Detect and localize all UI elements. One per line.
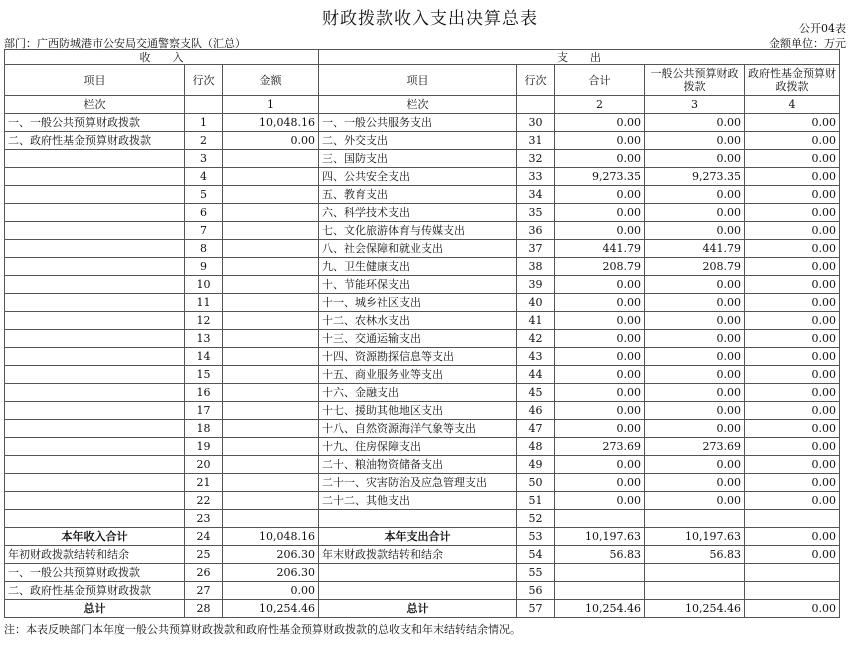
expense-line-cell: 30: [517, 114, 555, 132]
section-header-row: [5, 50, 840, 65]
expense-line-cell: 48: [517, 438, 555, 456]
income-line-cell: 17: [185, 402, 223, 420]
general-budget-cell: 9,273.35: [645, 168, 745, 186]
expense-total-cell: 0.00: [555, 186, 645, 204]
income-line-cell: 20: [185, 456, 223, 474]
expense-item-cell: 十六、金融支出: [319, 384, 517, 402]
expense-item-cell: 十七、援助其他地区支出: [319, 402, 517, 420]
footnote: 注：本表反映部门本年度一般公共预算财政拨款和政府性基金预算财政拨款的总收支和年末结转结余情况。: [4, 623, 521, 636]
table-row: [5, 474, 840, 492]
fund-budget-cell: 0.00: [745, 294, 840, 312]
income-item-cell: [5, 438, 185, 456]
expense-total-cell: 0.00: [555, 150, 645, 168]
expense-line-header: 行次: [517, 65, 555, 96]
table-row: [5, 420, 840, 438]
income-item-header: 项目: [5, 65, 185, 96]
income-item-cell: [5, 384, 185, 402]
table-row: [5, 240, 840, 258]
fund-budget-cell: 0.00: [745, 222, 840, 240]
expense-section-header: 支 出: [319, 50, 840, 65]
income-amount-cell: 10,048.16: [223, 528, 319, 546]
table-row: [5, 402, 840, 420]
income-line-cell: 21: [185, 474, 223, 492]
table-row: [5, 564, 840, 582]
general-budget-cell: 0.00: [645, 294, 745, 312]
expense-item-cell: 五、教育支出: [319, 186, 517, 204]
expense-line-cell: 38: [517, 258, 555, 276]
income-item-cell: [5, 294, 185, 312]
income-item-cell: [5, 420, 185, 438]
expense-line-cell: 45: [517, 384, 555, 402]
table-row: [5, 456, 840, 474]
income-item-cell: [5, 366, 185, 384]
expense-line-cell: 32: [517, 150, 555, 168]
income-amount-cell: [223, 258, 319, 276]
expense-line-cell: 47: [517, 420, 555, 438]
table-row: [5, 186, 840, 204]
expense-total-cell: 9,273.35: [555, 168, 645, 186]
fund-budget-cell: 0.00: [745, 528, 840, 546]
expense-index-4: 4: [745, 96, 840, 114]
expense-item-cell: 十、节能环保支出: [319, 276, 517, 294]
expense-line-cell: 43: [517, 348, 555, 366]
expense-item-cell: [319, 510, 517, 528]
general-budget-cell: 0.00: [645, 366, 745, 384]
general-budget-cell: 0.00: [645, 150, 745, 168]
income-line-cell: 16: [185, 384, 223, 402]
income-line-cell: 4: [185, 168, 223, 186]
income-index-label: 栏次: [5, 96, 185, 114]
general-budget-cell: 10,197.63: [645, 528, 745, 546]
expense-total-cell: 0.00: [555, 312, 645, 330]
expense-line-cell: 49: [517, 456, 555, 474]
table-row: [5, 294, 840, 312]
expense-item-cell: 总计: [319, 600, 517, 618]
general-budget-cell: 441.79: [645, 240, 745, 258]
fund-budget-cell: 0.00: [745, 258, 840, 276]
expense-total-cell: 208.79: [555, 258, 645, 276]
income-item-cell: 一、一般公共预算财政拨款: [5, 114, 185, 132]
general-budget-cell: 0.00: [645, 312, 745, 330]
income-line-cell: 18: [185, 420, 223, 438]
expense-total-cell: 0.00: [555, 474, 645, 492]
expense-total-cell: 0.00: [555, 114, 645, 132]
income-item-cell: [5, 204, 185, 222]
income-amount-cell: [223, 456, 319, 474]
income-line-cell: 22: [185, 492, 223, 510]
general-budget-cell: 0.00: [645, 330, 745, 348]
general-budget-cell: 0.00: [645, 348, 745, 366]
expense-item-cell: 八、社会保障和就业支出: [319, 240, 517, 258]
expense-item-cell: 二十、粮油物资储备支出: [319, 456, 517, 474]
expense-item-cell: [319, 564, 517, 582]
general-budget-cell: 10,254.46: [645, 600, 745, 618]
table-row: [5, 258, 840, 276]
income-item-cell: [5, 258, 185, 276]
income-amount-cell: [223, 240, 319, 258]
income-line-cell: 9: [185, 258, 223, 276]
income-item-cell: [5, 186, 185, 204]
general-budget-cell: 0.00: [645, 420, 745, 438]
table-row: [5, 366, 840, 384]
table-row: [5, 312, 840, 330]
income-item-cell: 二、政府性基金预算财政拨款: [5, 132, 185, 150]
fund-budget-cell: [745, 510, 840, 528]
expense-item-cell: 十九、住房保障支出: [319, 438, 517, 456]
expense-total-cell: 0.00: [555, 366, 645, 384]
expense-line-cell: 33: [517, 168, 555, 186]
income-amount-cell: 0.00: [223, 582, 319, 600]
income-amount-cell: [223, 222, 319, 240]
income-item-cell: [5, 240, 185, 258]
income-amount-cell: [223, 384, 319, 402]
general-budget-cell: [645, 510, 745, 528]
income-item-cell: 本年收入合计: [5, 528, 185, 546]
income-item-cell: [5, 492, 185, 510]
fund-budget-cell: 0.00: [745, 168, 840, 186]
income-amount-cell: [223, 492, 319, 510]
fund-budget-cell: 0.00: [745, 438, 840, 456]
income-line-header: 行次: [185, 65, 223, 96]
income-amount-cell: [223, 420, 319, 438]
expense-total-cell: 0.00: [555, 330, 645, 348]
expense-line-cell: 40: [517, 294, 555, 312]
income-item-cell: [5, 150, 185, 168]
income-item-cell: [5, 510, 185, 528]
fiscal-summary-table: [4, 49, 840, 618]
fund-budget-cell: 0.00: [745, 420, 840, 438]
fund-budget-cell: [745, 564, 840, 582]
income-item-cell: 二、政府性基金预算财政拨款: [5, 582, 185, 600]
expense-total-cell: 441.79: [555, 240, 645, 258]
expense-total-cell: 10,254.46: [555, 600, 645, 618]
table-row: [5, 384, 840, 402]
expense-total-cell: 0.00: [555, 222, 645, 240]
income-line-cell: 13: [185, 330, 223, 348]
income-item-cell: [5, 222, 185, 240]
table-row: [5, 600, 840, 618]
general-budget-cell: 0.00: [645, 474, 745, 492]
income-item-cell: [5, 348, 185, 366]
fund-budget-cell: 0.00: [745, 474, 840, 492]
income-line-cell: 15: [185, 366, 223, 384]
income-amount-cell: [223, 366, 319, 384]
income-index-1: 1: [223, 96, 319, 114]
general-budget-cell: 0.00: [645, 222, 745, 240]
department-label: 部门：广西防城港市公安局交通警察支队（汇总）: [4, 37, 246, 50]
general-budget-cell: 0.00: [645, 456, 745, 474]
expense-item-cell: 年末财政拨款结转和结余: [319, 546, 517, 564]
income-item-cell: [5, 312, 185, 330]
table-row: [5, 492, 840, 510]
general-budget-cell: 0.00: [645, 186, 745, 204]
expense-line-cell: 37: [517, 240, 555, 258]
expense-total-cell: [555, 564, 645, 582]
expense-total-cell: 0.00: [555, 348, 645, 366]
income-item-cell: [5, 330, 185, 348]
report-title: 财政拨款收入支出决算总表: [322, 9, 538, 29]
general-budget-cell: 208.79: [645, 258, 745, 276]
income-amount-cell: [223, 312, 319, 330]
table-row: [5, 510, 840, 528]
income-amount-cell: [223, 150, 319, 168]
income-amount-cell: [223, 438, 319, 456]
column-index-row: [5, 96, 840, 114]
expense-total-cell: 0.00: [555, 402, 645, 420]
table-row: [5, 204, 840, 222]
expense-item-cell: 二、外交支出: [319, 132, 517, 150]
income-amount-cell: [223, 402, 319, 420]
income-amount-cell: [223, 474, 319, 492]
expense-index-3: 3: [645, 96, 745, 114]
expense-item-cell: 十四、资源勘探信息等支出: [319, 348, 517, 366]
general-budget-header: 一般公共预算财政拨款: [645, 65, 745, 96]
expense-total-cell: 0.00: [555, 132, 645, 150]
income-amount-cell: 0.00: [223, 132, 319, 150]
unit-label: 金额单位：万元: [769, 37, 846, 50]
expense-line-cell: 51: [517, 492, 555, 510]
fund-budget-cell: 0.00: [745, 384, 840, 402]
expense-line-cell: 46: [517, 402, 555, 420]
expense-line-cell: 52: [517, 510, 555, 528]
income-amount-cell: [223, 168, 319, 186]
general-budget-cell: 0.00: [645, 276, 745, 294]
expense-line-cell: 41: [517, 312, 555, 330]
expense-line-cell: 53: [517, 528, 555, 546]
income-line-cell: 14: [185, 348, 223, 366]
income-line-cell: 7: [185, 222, 223, 240]
expense-total-cell: 0.00: [555, 204, 645, 222]
income-item-cell: [5, 456, 185, 474]
income-item-cell: 一、一般公共预算财政拨款: [5, 564, 185, 582]
general-budget-cell: 0.00: [645, 132, 745, 150]
expense-index-2: 2: [555, 96, 645, 114]
income-line-cell: 12: [185, 312, 223, 330]
expense-item-cell: 四、公共安全支出: [319, 168, 517, 186]
income-amount-cell: [223, 510, 319, 528]
table-row: [5, 276, 840, 294]
fund-budget-cell: 0.00: [745, 546, 840, 564]
expense-item-cell: 七、文化旅游体育与传媒支出: [319, 222, 517, 240]
fund-budget-cell: 0.00: [745, 114, 840, 132]
form-number: 公开04表: [799, 22, 846, 35]
income-line-cell: 5: [185, 186, 223, 204]
empty-cell: [185, 96, 223, 114]
expense-item-cell: [319, 582, 517, 600]
income-amount-cell: [223, 186, 319, 204]
expense-total-cell: [555, 510, 645, 528]
income-amount-cell: [223, 276, 319, 294]
fund-budget-cell: 0.00: [745, 186, 840, 204]
expense-total-cell: 10,197.63: [555, 528, 645, 546]
income-line-cell: 26: [185, 564, 223, 582]
expense-item-cell: 九、卫生健康支出: [319, 258, 517, 276]
income-line-cell: 3: [185, 150, 223, 168]
fund-budget-cell: 0.00: [745, 276, 840, 294]
expense-index-label: 栏次: [319, 96, 517, 114]
general-budget-cell: 0.00: [645, 402, 745, 420]
table-row: [5, 150, 840, 168]
general-budget-cell: [645, 582, 745, 600]
expense-item-cell: 二十一、灾害防治及应急管理支出: [319, 474, 517, 492]
expense-item-cell: 六、科学技术支出: [319, 204, 517, 222]
fund-budget-cell: 0.00: [745, 456, 840, 474]
income-line-cell: 27: [185, 582, 223, 600]
expense-total-cell: 0.00: [555, 384, 645, 402]
fund-budget-cell: [745, 582, 840, 600]
expense-total-cell: 273.69: [555, 438, 645, 456]
income-amount-cell: 206.30: [223, 546, 319, 564]
income-line-cell: 6: [185, 204, 223, 222]
expense-item-cell: 一、一般公共服务支出: [319, 114, 517, 132]
fund-budget-cell: 0.00: [745, 240, 840, 258]
income-line-cell: 28: [185, 600, 223, 618]
general-budget-cell: 0.00: [645, 492, 745, 510]
income-line-cell: 24: [185, 528, 223, 546]
fund-budget-cell: 0.00: [745, 402, 840, 420]
income-line-cell: 11: [185, 294, 223, 312]
general-budget-cell: 56.83: [645, 546, 745, 564]
expense-line-cell: 34: [517, 186, 555, 204]
expense-line-cell: 42: [517, 330, 555, 348]
income-line-cell: 25: [185, 546, 223, 564]
expense-total-header: 合计: [555, 65, 645, 96]
expense-line-cell: 31: [517, 132, 555, 150]
general-budget-cell: 0.00: [645, 114, 745, 132]
expense-line-cell: 35: [517, 204, 555, 222]
income-item-cell: 总计: [5, 600, 185, 618]
income-section-header: 收 入: [5, 50, 319, 65]
expense-total-cell: 0.00: [555, 456, 645, 474]
expense-item-cell: 三、国防支出: [319, 150, 517, 168]
table-row: [5, 528, 840, 546]
expense-item-cell: 十二、农林水支出: [319, 312, 517, 330]
table-row: [5, 132, 840, 150]
fund-budget-cell: 0.00: [745, 492, 840, 510]
expense-item-cell: 十八、自然资源海洋气象等支出: [319, 420, 517, 438]
expense-line-cell: 44: [517, 366, 555, 384]
expense-item-header: 项目: [319, 65, 517, 96]
income-line-cell: 23: [185, 510, 223, 528]
expense-line-cell: 36: [517, 222, 555, 240]
fund-budget-cell: 0.00: [745, 330, 840, 348]
income-amount-cell: 10,048.16: [223, 114, 319, 132]
table-row: [5, 222, 840, 240]
expense-line-cell: 57: [517, 600, 555, 618]
expense-total-cell: 56.83: [555, 546, 645, 564]
expense-item-cell: 十三、交通运输支出: [319, 330, 517, 348]
table-row: [5, 546, 840, 564]
expense-total-cell: 0.00: [555, 420, 645, 438]
income-amount-cell: [223, 204, 319, 222]
general-budget-cell: 273.69: [645, 438, 745, 456]
general-budget-cell: 0.00: [645, 384, 745, 402]
income-item-cell: [5, 168, 185, 186]
table-row: [5, 168, 840, 186]
fund-budget-cell: 0.00: [745, 348, 840, 366]
expense-line-cell: 54: [517, 546, 555, 564]
fund-budget-header: 政府性基金预算财政拨款: [745, 65, 840, 96]
income-amount-cell: 10,254.46: [223, 600, 319, 618]
income-item-cell: 年初财政拨款结转和结余: [5, 546, 185, 564]
fund-budget-cell: 0.00: [745, 600, 840, 618]
table-row: [5, 330, 840, 348]
expense-line-cell: 55: [517, 564, 555, 582]
income-item-cell: [5, 276, 185, 294]
income-amount-cell: 206.30: [223, 564, 319, 582]
table-row: [5, 114, 840, 132]
expense-item-cell: 二十二、其他支出: [319, 492, 517, 510]
expense-total-cell: 0.00: [555, 294, 645, 312]
expense-item-cell: 十一、城乡社区支出: [319, 294, 517, 312]
expense-total-cell: [555, 582, 645, 600]
fund-budget-cell: 0.00: [745, 366, 840, 384]
expense-total-cell: 0.00: [555, 492, 645, 510]
fund-budget-cell: 0.00: [745, 312, 840, 330]
income-item-cell: [5, 474, 185, 492]
income-line-cell: 2: [185, 132, 223, 150]
general-budget-cell: 0.00: [645, 204, 745, 222]
empty-cell: [517, 96, 555, 114]
expense-item-cell: 十五、商业服务业等支出: [319, 366, 517, 384]
income-item-cell: [5, 402, 185, 420]
expense-line-cell: 56: [517, 582, 555, 600]
income-line-cell: 19: [185, 438, 223, 456]
income-amount-cell: [223, 348, 319, 366]
general-budget-cell: [645, 564, 745, 582]
fund-budget-cell: 0.00: [745, 132, 840, 150]
income-amount-header: 金额: [223, 65, 319, 96]
expense-line-cell: 39: [517, 276, 555, 294]
fund-budget-cell: 0.00: [745, 150, 840, 168]
income-line-cell: 8: [185, 240, 223, 258]
column-header-row: [5, 65, 840, 96]
table-row: [5, 582, 840, 600]
income-line-cell: 1: [185, 114, 223, 132]
table-row: [5, 348, 840, 366]
income-line-cell: 10: [185, 276, 223, 294]
expense-line-cell: 50: [517, 474, 555, 492]
table-row: [5, 438, 840, 456]
income-amount-cell: [223, 330, 319, 348]
income-amount-cell: [223, 294, 319, 312]
expense-total-cell: 0.00: [555, 276, 645, 294]
fund-budget-cell: 0.00: [745, 204, 840, 222]
expense-item-cell: 本年支出合计: [319, 528, 517, 546]
